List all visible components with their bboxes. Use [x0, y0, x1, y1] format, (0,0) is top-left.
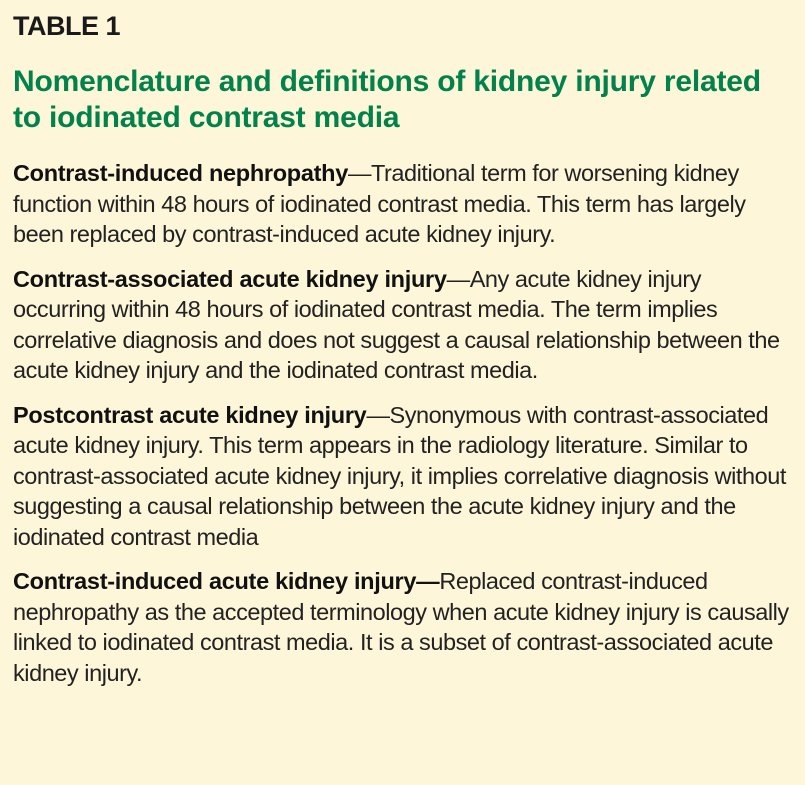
entry-definition: Replaced contrast-induced nephropathy as the accepted terminology when acute kidney injury is causally linked to iodinated contrast media. It is a subset of contrast-associated acute kidney injury.	[13, 568, 789, 686]
definition-entry	[13, 400, 791, 553]
entry-definition: —Traditional term for worsening kidney function within 48 hours of iodinated contrast media. This term has largely been replaced by contrast-induced acute kidney injury.	[13, 160, 746, 247]
entry-definition: —Synonymous with contrast-associated acute kidney injury. This term appears in the radiology literature. Similar to contrast-associated acute kidney injury, it implies correlative diagnosis without suggesting a causal relationship between the acute kidney injury and the iodinated contrast media	[13, 401, 786, 550]
definition-entry	[13, 566, 791, 688]
entry-term: Postcontrast acute kidney injury	[13, 401, 367, 428]
entry-term: Contrast-induced nephropathy	[13, 160, 348, 186]
entry-term: Contrast-induced acute kidney injury—	[13, 568, 440, 594]
table-title: Nomenclature and definitions of kidney injury related to iodinated contrast media	[13, 65, 761, 134]
entry-term: Contrast-associated acute kidney injury	[13, 265, 447, 292]
entry-definition: —Any acute kidney injury occurring within 48 hours of iodinated contrast media. The term implies correlative diagnosis and does not suggest a causal relationship between the acute kidney injury and the iodinated contrast media.	[13, 265, 780, 383]
definition-entry	[13, 264, 791, 386]
definition-entry	[13, 158, 791, 250]
table-label: TABLE 1	[13, 11, 121, 41]
